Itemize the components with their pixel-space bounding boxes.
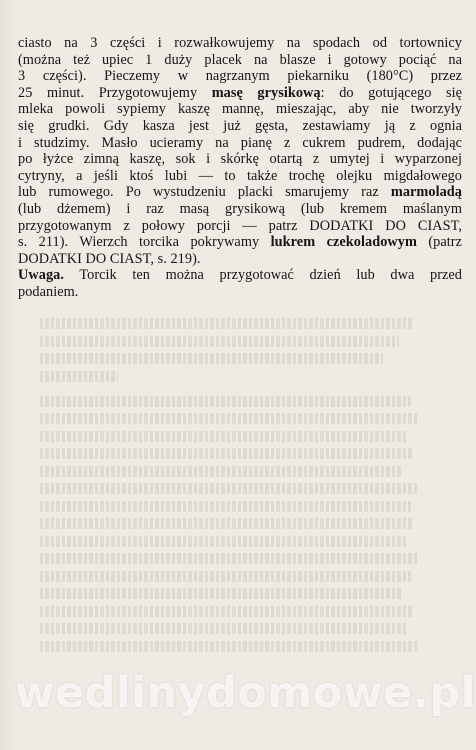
bleed-through-text <box>40 318 430 678</box>
text-line: (można też upiec 1 duży placek na blasze i gotowy pociąć na <box>18 51 462 68</box>
bold-term: lukrem czekoladowym <box>270 234 417 251</box>
text-line: się grudki. Gdy kasza jest już gęsta, zestawiamy ją z ognia <box>18 117 462 134</box>
text-line: ciasto na 3 części i rozwałkowujemy na spodach od tortownicy <box>18 35 462 51</box>
text-line: lub rumowego. Po wystudzeniu placki smarujemy raz marmoladą <box>18 184 462 201</box>
text-line: s. 211). Wierzch torcika pokrywamy lukrem czekoladowym (patrz <box>18 234 463 251</box>
text-line: (lub dżemem) i raz masą grysikową (lub kremem maślanym <box>18 200 462 217</box>
text-line: przygotowanym z połowy porcji — patrz DODATKI DO CIAST, <box>18 217 462 234</box>
text-line: DODATKI DO CIAST, s. 219). <box>18 250 201 267</box>
bold-term: marmoladą <box>390 184 462 201</box>
text-line: mleka powoli sypiemy kaszę mannę, mieszając, aby nie tworzyły <box>18 101 462 118</box>
text-line: 25 minut. Przygotowujemy masę grysikową: do gotującego się <box>18 84 462 101</box>
bold-term: Uwaga. <box>18 267 64 284</box>
text-line: i studzimy. Masło ucieramy na pianę z cukrem pudrem, dodając <box>18 134 462 151</box>
recipe-text <box>18 35 462 301</box>
bold-term: masę grysikową <box>211 84 321 101</box>
watermark-text: wedlinydomowe.pl <box>14 668 476 718</box>
text-line: po łyżce zimną kaszę, sok i skórkę otartą z umytej i wyparzonej <box>18 151 462 168</box>
text-line: Uwaga. Torcik ten można przygotować dzień lub dwa przed <box>18 267 462 284</box>
text-line: cytryny, a jeśli ktoś lubi — to także trochę olejku migdałowego <box>18 167 462 184</box>
text-line: podaniem. <box>18 283 79 300</box>
text-line: 3 części). Pieczemy w nagrzanym piekarniku (180°C) przez <box>18 68 462 85</box>
